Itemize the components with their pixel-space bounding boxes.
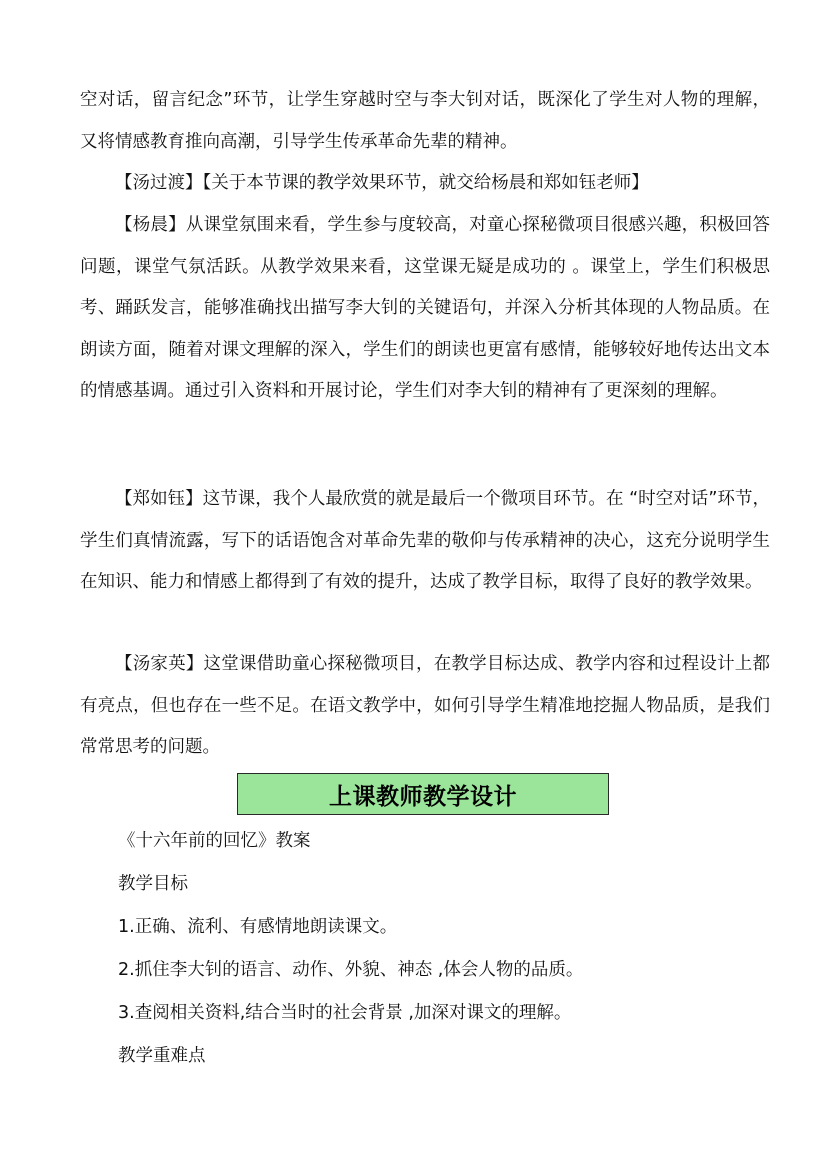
objective-item: 1.正确、流利、有感情地朗读课文。 [118, 917, 398, 937]
objective-item: 2.抓住李大钊的语言、动作、外貌、神态 ,体会人物的品质。 [118, 960, 584, 980]
paragraph-tang-jiaying: 【汤家英】这堂课借助童心探秘微项目，在教学目标达成、教学内容和过程设计上都有亮点，但也存在一些不足。在语文教学中，如何引导学生精准地挖掘人物品质，是我们常常思考的问题。 [80, 654, 770, 757]
key-points-heading: 教学重难点 [118, 1046, 206, 1066]
paragraph-zheng-ruyu: 【郑如钰】这节课，我个人最欣赏的就是最后一个微项目环节。在 “时空对话”环节，学生们真情流露，写下的话语饱含对革命先辈的敬仰与传承精神的决心，这充分说明学生在知识、能力和情感上都得到了有效的提升，达成了教学目标，取得了良好的教学效果。 [80, 489, 770, 592]
section-banner [237, 773, 609, 815]
lesson-title: 《十六年前的回忆》教案 [118, 831, 311, 851]
objectives-heading: 教学目标 [118, 874, 188, 894]
banner-title: 上课教师教学设计 [329, 783, 517, 810]
objective-item: 3.查阅相关资料,结合当时的社会背景 ,加深对课文的理解。 [118, 1003, 572, 1023]
paragraph-transition: 【汤过渡】【关于本节课的教学效果环节，就交给杨晨和郑如钰老师】 [115, 173, 649, 193]
paragraph-continuation: 空对话，留言纪念”环节，让学生穿越时空与李大钊对话，既深化了学生对人物的理解，又将情感教育推向高潮，引导学生传承革命先辈的精神。 [80, 90, 770, 152]
paragraph-yang-chen: 【杨晨】从课堂氛围来看，学生参与度较高，对童心探秘微项目很感兴趣，积极回答问题，课堂气氛活跃。从教学效果来看，这堂课无疑是成功的 。课堂上，学生们积极思考、踊跃发言，能够准确找出描写李大钊的关键语句，并深入分析其体现的人物品质。在朗读方面，随着对课文理解的深入，学生们的朗读也更富有感情，能够较好地传达出文本的情感基调。通过引入资料和开展讨论，学生们对李大钊的精神有了更深刻的理解。 [80, 215, 770, 401]
